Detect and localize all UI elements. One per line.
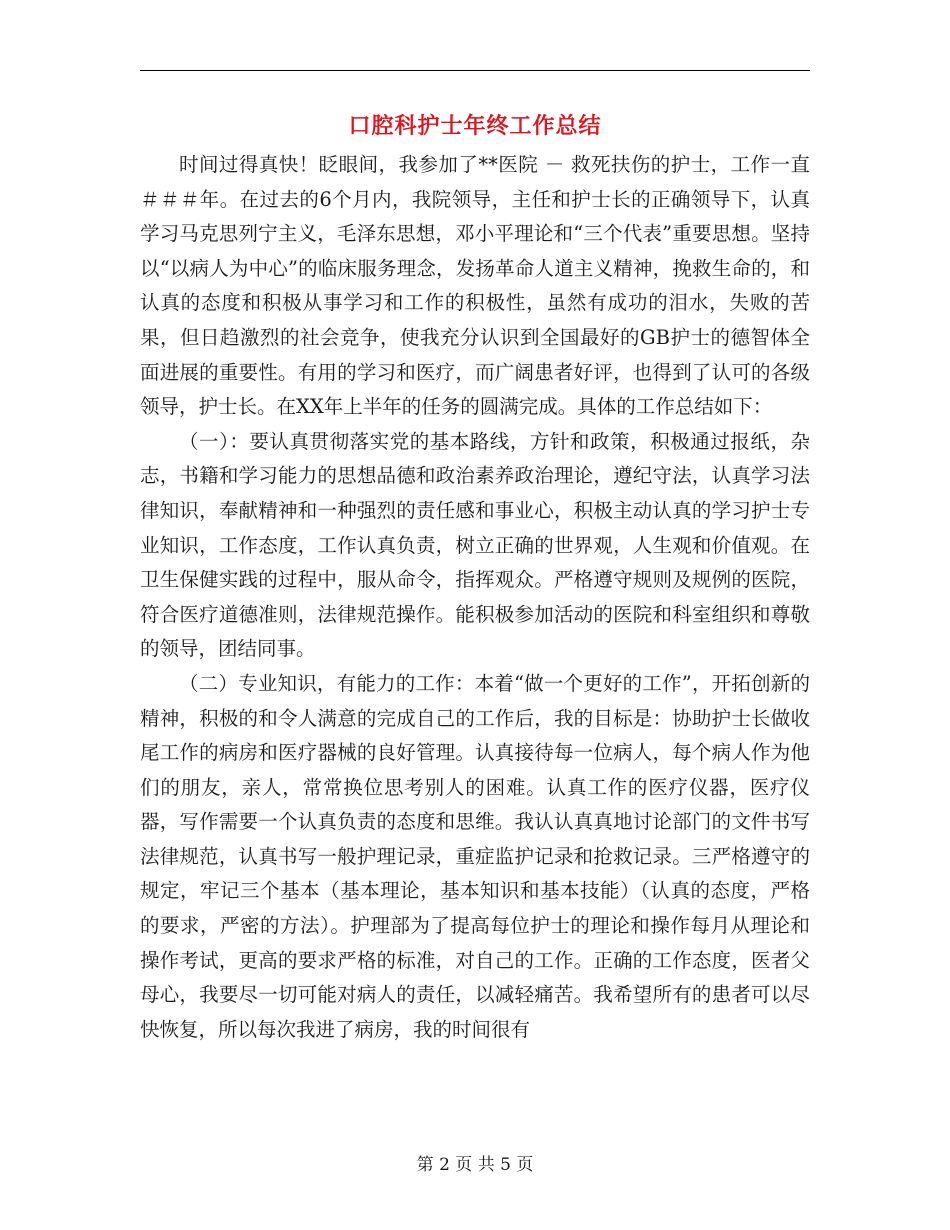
paragraph-section-1: （一）：要认真贯彻落实党的基本路线，方针和政策，积极通过报纸，杂志，书籍和学习能力的思想品德和政治素养政治理论，遵纪守法，认真学习法律知识，奉献精神和一种强烈的责任感和事业心，积极主动认真的学习护士专业知识，工作态度，工作认真负责，树立正确的世界观，人生观和价值观。在卫生保健实践的过程中，服从命令，指挥观众。严格遵守规则及规例的医院，符合医疗道德准则，法律规范操作。能积极参加活动的医院和科室组织和尊敬的领导，团结同事。: [140, 429, 810, 661]
page-number-footer: 第 2 页 共 5 页: [416, 1155, 534, 1175]
document-body: [140, 148, 810, 1047]
paragraph-intro: 时间过得真快！眨眼间，我参加了**医院 － 救死扶伤的护士，工作一直＃＃＃年。在过去的6个月内，我院领导，主任和护士长的正确领导下，认真学习马克思列宁主义，毛泽东思想，邓小平理论和“三个代表”重要思想。坚持以“以病人为中心”的临床服务理念，发扬革命人道主义精神，挽救生命的，和认真的态度和积极从事学习和工作的积极性，虽然有成功的泪水，失败的苦果，但日趋激烈的社会竞争，使我充分认识到全国最好的GB护士的德智体全面进展的重要性。有用的学习和医疗，而广阔患者好评，也得到了认可的各级领导，护士长。在XX年上半年的任务的圆满完成。具体的工作总结如下：: [140, 153, 810, 419]
paragraph-section-2: （二）专业知识，有能力的工作：本着“做一个更好的工作”，开拓创新的精神，积极的和令人满意的完成自己的工作后，我的目标是：协助护士长做收尾工作的病房和医疗器械的良好管理。认真接待每一位病人，每个病人作为他们的朋友，亲人，常常换位思考别人的困难。认真工作的医疗仪器，医疗仪器，写作需要一个认真负责的态度和思维。我认认真真地讨论部门的文件书写法律规范，认真书写一般护理记录，重症监护记录和抢救记录。三严格遵守的规定，牢记三个基本（基本理论，基本知识和基本技能）（认真的态度，严格的要求，严密的方法）。护理部为了提高每位护士的理论和操作每月从理论和操作考试，更高的要求严格的标准，对自己的工作。正确的工作态度，医者父母心，我要尽一切可能对病人的责任，以减轻痛苦。我希望所有的患者可以尽快恢复，所以每次我进了病房，我的时间很有: [140, 671, 810, 1041]
header-rule: [140, 70, 810, 71]
document-title: 口腔科护士年终工作总结: [348, 113, 602, 139]
